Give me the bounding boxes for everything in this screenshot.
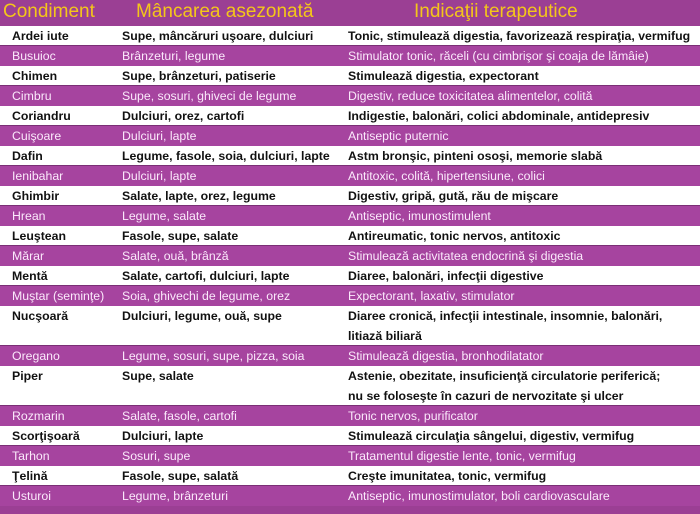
cell-indications: [348, 466, 546, 486]
cell-food: Sosuri, supe: [122, 449, 191, 463]
cell-condiment: Ienibahar: [12, 169, 64, 183]
cell-food: Salate, ouă, brânză: [122, 249, 229, 263]
cell-food: Salate, cartofi, dulciuri, lapte: [122, 269, 290, 283]
cell-food: Dulciuri, lapte: [122, 169, 197, 183]
cell-condiment: Ghimbir: [12, 189, 60, 203]
table-row: [0, 146, 700, 166]
cell-condiment: Coriandru: [12, 109, 71, 123]
cell-condiment: Scorţişoară: [12, 429, 80, 443]
cell-food: Dulciuri, lapte: [122, 429, 204, 443]
cell-condiment: Busuioc: [12, 49, 56, 63]
cell-condiment: Rozmarin: [12, 409, 65, 423]
cell-food: Supe, salate: [122, 369, 194, 383]
cell-condiment: Muştar (seminţe): [12, 289, 105, 303]
cell-indications: [348, 66, 539, 86]
indication-line: Tratamentul digestie lente, tonic, vermifug: [348, 449, 576, 463]
indication-line: Diaree cronică, infecţii intestinale, insomnie, balonări,: [348, 309, 663, 323]
cell-condiment: Oregano: [12, 349, 60, 363]
indication-line: litiază biliară: [348, 329, 422, 343]
indication-line: nu se foloseşte în cazuri de nervozitate şi ulcer: [348, 389, 624, 403]
table-row: [0, 266, 700, 286]
cell-indications: [348, 306, 662, 346]
cell-food: Salate, lapte, orez, legume: [122, 189, 276, 203]
cell-food: Soia, ghivechi de legume, orez: [122, 289, 291, 303]
table-row: [0, 446, 700, 466]
cell-indications: [348, 26, 690, 46]
cell-indications: [348, 106, 649, 126]
cell-food: Dulciuri, legume, ouă, supe: [122, 309, 282, 323]
cell-food: Fasole, supe, salată: [122, 469, 239, 483]
cell-indications: [348, 146, 602, 166]
cell-condiment: Ardei iute: [12, 29, 69, 43]
cell-indications: [348, 186, 558, 206]
cell-food: Legume, brânzeturi: [122, 489, 228, 503]
cell-condiment: Cimbru: [12, 89, 52, 103]
cell-food: Legume, fasole, soia, dulciuri, lapte: [122, 149, 330, 163]
table-row: [0, 286, 700, 306]
table-row: [0, 226, 700, 246]
cell-indications: [348, 226, 561, 246]
cell-indications: [348, 346, 544, 366]
cell-food: Fasole, supe, salate: [122, 229, 239, 243]
cell-indications: [348, 266, 543, 286]
indication-line: Expectorant, laxativ, stimulator: [348, 289, 515, 303]
table-row: [0, 246, 700, 266]
cell-food: Legume, salate: [122, 209, 207, 223]
cell-condiment: Piper: [12, 369, 43, 383]
table-row: [0, 426, 700, 446]
indication-line: Antiseptic, imunostimulator, boli cardiovasculare: [348, 489, 610, 503]
header-food: Mâncarea asezonată: [136, 1, 314, 22]
table-row: [0, 66, 700, 86]
cell-food: Brânzeturi, legume: [122, 49, 226, 63]
indication-line: Antireumatic, tonic nervos, antitoxic: [348, 229, 561, 243]
cell-indications: [348, 206, 491, 226]
header-indications: Indicaţii terapeutice: [414, 1, 578, 22]
table-row: [0, 306, 700, 346]
header-condiment: Condiment: [3, 1, 95, 22]
table-row: [0, 366, 700, 406]
indication-line: Stimulează digestia, expectorant: [348, 69, 539, 83]
table-row: [0, 346, 700, 366]
indication-line: Digestiv, gripă, gută, rău de mişcare: [348, 189, 559, 203]
cell-indications: [348, 46, 649, 66]
indication-line: Antiseptic puternic: [348, 129, 449, 143]
cell-indications: [348, 286, 515, 306]
indication-line: Indigestie, balonări, colici abdominale, antidepresiv: [348, 109, 650, 123]
cell-indications: [348, 86, 592, 106]
cell-indications: [348, 166, 545, 186]
indication-line: Stimulator tonic, răceli (cu cimbrişor şi coaja de lămâie): [348, 49, 649, 63]
cell-food: Dulciuri, orez, cartofi: [122, 109, 245, 123]
cell-condiment: Usturoi: [12, 489, 51, 503]
indication-line: Digestiv, reduce toxicitatea alimentelor, colită: [348, 89, 593, 103]
table-row: [0, 86, 700, 106]
cell-food: Salate, fasole, cartofi: [122, 409, 237, 423]
cell-food: Dulciuri, lapte: [122, 129, 197, 143]
indication-line: Stimulează digestia, bronhodilatator: [348, 349, 544, 363]
cell-indications: [348, 446, 576, 466]
indication-line: Antiseptic, imunostimulent: [348, 209, 491, 223]
cell-indications: [348, 486, 610, 506]
indication-line: Tonic, stimulează digestia, favorizează respiraţia, vermifug: [348, 29, 691, 43]
table-row: [0, 486, 700, 506]
cell-condiment: Chimen: [12, 69, 58, 83]
indication-line: Stimulează circulaţia sângelui, digestiv, vermifug: [348, 429, 635, 443]
cell-indications: [348, 366, 660, 406]
cell-condiment: Nucşoară: [12, 309, 69, 323]
cell-food: Supe, sosuri, ghiveci de legume: [122, 89, 297, 103]
indication-line: Creşte imunitatea, tonic, vermifug: [348, 469, 547, 483]
table-row: [0, 126, 700, 146]
cell-indications: [348, 426, 634, 446]
indication-line: Astenie, obezitate, insuficienţă circulatorie periferică;: [348, 369, 661, 383]
cell-indications: [348, 406, 478, 426]
cell-indications: [348, 246, 583, 266]
indication-line: Antitoxic, colită, hipertensiune, colici: [348, 169, 545, 183]
indication-line: Stimulează activitatea endocrină şi digestia: [348, 249, 584, 263]
cell-condiment: Mentă: [12, 269, 48, 283]
table-row: [0, 46, 700, 66]
cell-food: Supe, brânzeturi, patiserie: [122, 69, 276, 83]
table-row: [0, 166, 700, 186]
cell-condiment: Ţelină: [12, 469, 48, 483]
cell-food: Supe, mâncăruri uşoare, dulciuri: [122, 29, 314, 43]
cell-condiment: Mărar: [12, 249, 45, 263]
indication-line: Tonic nervos, purificator: [348, 409, 478, 423]
indication-line: Diaree, balonări, infecţii digestive: [348, 269, 544, 283]
table-row: [0, 186, 700, 206]
table-header: [0, 0, 700, 26]
cell-food: Legume, sosuri, supe, pizza, soia: [122, 349, 305, 363]
table-row: [0, 466, 700, 486]
cell-condiment: Tarhon: [12, 449, 50, 463]
table-row: [0, 206, 700, 226]
cell-condiment: Hrean: [12, 209, 46, 223]
indication-line: Astm bronşic, pinteni osoşi, memorie slabă: [348, 149, 603, 163]
cell-condiment: Cuişoare: [12, 129, 62, 143]
cell-condiment: Dafin: [12, 149, 43, 163]
table-row: [0, 406, 700, 426]
cell-indications: [348, 126, 448, 146]
table-row: [0, 26, 700, 46]
cell-condiment: Leuştean: [12, 229, 66, 243]
table-row: [0, 106, 700, 126]
